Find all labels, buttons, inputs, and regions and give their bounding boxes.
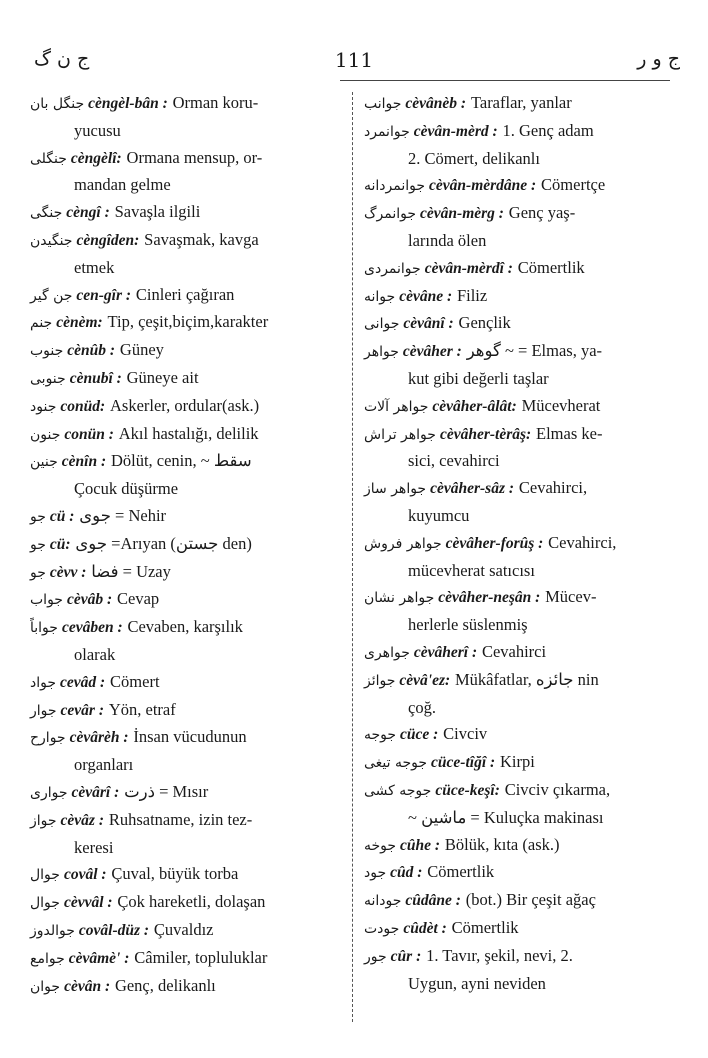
dictionary-entry [364,310,676,338]
dictionary-entry [364,118,676,173]
dictionary-entry [30,861,342,889]
definition-continuation: 2. Cömert, delikanlı [408,148,540,168]
definition: Civciv [443,724,488,744]
arabic-headword: جنون [30,426,61,443]
transliteration: cèvâher-neşân : [438,589,541,607]
transliteration: cèngîden: [76,231,140,249]
definition-continuation: ~ ماشین = Kuluçka makinası [408,807,604,827]
arabic-headword: جوالدوز [30,922,75,939]
arabic-headword: جوانمردانه [364,178,426,195]
transliteration: cèvânèb : [405,95,467,112]
transliteration: cènîn : [61,453,107,471]
definition: Cömertçe [541,175,606,195]
definition: Çuval, büyük torba [111,864,239,884]
arabic-headword: جواد [30,674,57,691]
definition: Yön, etraf [108,699,176,719]
transliteration: cèvâb : [66,591,113,609]
definition: ذرت = Mısır [124,781,209,801]
definition: Ruhsatname, izin tez- [108,809,253,829]
transliteration: cèvâher-tèrâş: [439,425,532,443]
transliteration: cèvân-mèrd : [413,122,498,140]
arabic-headword: جوانمرد [364,123,410,140]
dictionary-entry [30,199,342,227]
left-column [30,90,342,1000]
dictionary-entry [30,779,342,807]
definition-continuation: Uygun, ayni neviden [408,973,546,993]
definition: Taraflar, yanlar [470,93,572,112]
arabic-headword: جنم [30,315,53,332]
dictionary-entry [364,283,676,311]
arabic-headword: جوارح [30,730,66,747]
dictionary-entry [30,669,342,697]
transliteration: cèngèl-bân : [88,95,168,112]
definition: جوی = Nehir [79,505,167,525]
transliteration: cèvân-mèrdî : [424,259,513,277]
transliteration: cûd : [390,864,423,882]
arabic-headword: جواب [30,592,63,609]
definition-continuation: olarak [74,644,116,664]
transliteration: cûdèt : [403,919,447,937]
dictionary-entry [30,90,342,145]
dictionary-entry [364,943,676,998]
arabic-headword: جود [364,865,387,882]
transliteration: cûr : [390,947,422,965]
transliteration: cèvvâl : [63,894,113,912]
arabic-headword: جنین [30,454,58,471]
transliteration: cèvârî : [71,783,120,801]
transliteration: cevâben : [61,619,123,637]
arabic-headword: جوانمرگ [364,206,417,223]
arabic-headword: جنگلی [30,150,67,167]
definition: Çuvaldız [153,919,214,939]
definition: Mücev- [545,587,597,607]
dictionary-entry [364,777,676,832]
arabic-headword: جودت [364,920,400,937]
transliteration: cèvâher-sâz : [430,480,515,498]
arabic-headword: جنگی [30,205,63,222]
dictionary-entry [364,832,676,860]
definition-continuation: herlerle süslenmiş [408,615,528,635]
dictionary-entry [30,365,342,393]
dictionary-entry [30,531,342,559]
definition-continuation: yucusu [74,120,121,140]
arabic-headword: جواز [30,812,57,829]
arabic-headword: جواهر ساز [364,481,427,498]
definition: Cömertlik [517,257,585,277]
arabic-headword: جواباً [30,620,58,637]
definition: Cinleri çağıran [135,284,235,304]
arabic-headword: جنگل بان [30,96,85,112]
arabic-headword: جواهر آلات [364,398,429,415]
definition: Cevaben, karşılık [127,617,243,637]
transliteration: cèvâne : [399,287,453,305]
dictionary-entry [364,200,676,255]
definition: Askerler, ordular(ask.) [109,395,260,415]
definition: Gençlik [458,313,511,333]
arabic-headword: جوال [30,895,60,912]
arabic-headword: جنود [30,398,57,415]
transliteration: cèvâher : [402,343,462,361]
definition: 1. Genç adam [502,120,594,140]
dictionary-entry [30,337,342,365]
dictionary-entry [364,393,676,421]
dictionary-entry [30,227,342,282]
transliteration: cü : [49,507,75,525]
transliteration: cü: [49,535,71,553]
definition: Cömert [110,671,160,691]
definition: جوی =Arıyan (جستن den) [75,533,252,553]
arabic-headword: جواهر تراش [364,426,436,443]
arabic-headword: جو [30,564,46,581]
dictionary-entry [30,282,342,310]
dictionary-entry [30,448,342,503]
dictionary-entry [364,887,676,915]
definition-continuation: Çocuk düşürme [74,479,179,499]
arabic-headword: جنوب [30,343,64,360]
definition-continuation: etmek [74,257,115,277]
arabic-headword: جوانه [364,288,396,305]
definition: Cevahirci [481,641,547,661]
dictionary-entry [30,421,342,449]
arabic-headword: جو [30,536,46,553]
arabic-headword: جو [30,508,46,525]
dictionary-entry [364,90,676,118]
dictionary-entry [30,559,342,587]
arabic-headword: جوار [30,702,57,719]
transliteration: cèvân-mèrdâne : [429,177,537,195]
dictionary-entry [30,917,342,945]
definition: Genç, delikanlı [114,975,216,995]
transliteration: cèvâz : [60,811,105,829]
definition: Cömertlik [451,917,519,937]
definition: Cevap [116,589,160,609]
transliteration: cûhe : [400,836,441,854]
dictionary-entry [30,145,342,200]
arabic-headword: جنوبی [30,370,66,387]
dictionary-entry [364,639,676,667]
transliteration: cènèm: [56,314,103,332]
header-letters-left: ج ن گ [34,48,90,70]
header-rule [340,80,670,81]
arabic-headword: جوجه تیغی [364,755,428,772]
definition: Güneye ait [126,367,199,387]
definition: Cevahirci, [518,478,588,498]
definition: Tip, çeşit,biçim,karakter [107,312,269,332]
definition: Çok hareketli, dolaşan [117,892,266,912]
definition-continuation: kut gibi değerli taşlar [408,368,549,388]
header-letters-right: ج و ر [637,48,680,70]
definition-continuation: çoğ. [408,697,436,717]
arabic-headword: جوجه کشی [364,782,432,799]
dictionary-entry [364,667,676,722]
dictionary-entry [30,973,342,1001]
dictionary-entry [30,614,342,669]
definition: Genç yaş- [508,203,576,223]
arabic-headword: جوخه [364,837,397,854]
definition: Orman koru- [172,93,259,112]
dictionary-entry [364,172,676,200]
dictionary-entry [364,255,676,283]
dictionary-entry [30,393,342,421]
definition: Câmiler, topluluklar [134,947,268,967]
transliteration: cèvânî : [403,315,454,333]
definition-continuation: sici, cevahirci [408,451,500,471]
transliteration: cèvâherî : [413,643,478,661]
transliteration: cèvâher-forûş : [445,534,544,552]
definition-continuation: mücevherat satıcısı [408,560,535,580]
definition: Kirpi [500,752,535,772]
transliteration: covâl-düz : [78,921,150,939]
definition: Ormana mensup, or- [126,147,263,167]
dictionary-entry [364,915,676,943]
transliteration: cèvârèh : [69,729,129,747]
transliteration: cènûb : [67,342,116,360]
definition: Mücevherat [521,395,601,415]
definition-continuation: keresi [74,837,114,857]
arabic-headword: جواری [30,784,68,801]
definition: Bölük, kıta (ask.) [444,834,560,854]
transliteration: cevâd : [60,673,106,691]
definition: İnsan vücudunun [133,727,247,747]
definition: Savaşla ilgili [114,202,201,222]
arabic-headword: جوانی [364,316,400,333]
definition: فضا = Uzay [91,561,171,581]
arabic-headword: جواهری [364,644,410,661]
definition: گوهر ~ = Elmas, ya- [466,341,603,361]
definition: Dölüt, cenin, ~ سقط [110,451,252,471]
dictionary-entry [364,859,676,887]
column-divider [352,92,353,1022]
dictionary-entry [30,889,342,917]
dictionary-entry [30,503,342,531]
dictionary-entry [30,586,342,614]
dictionary-entry [364,338,676,393]
definition: (bot.) Bir çeşit ağaç [465,890,596,910]
transliteration: conüd: [60,397,106,415]
dictionary-entry [364,721,676,749]
page-number: 111 [334,48,374,72]
right-column [364,90,676,997]
dictionary-entry [364,749,676,777]
definition: Filiz [456,285,488,305]
definition: Akıl hastalığı, delilik [118,423,259,443]
dictionary-entry [364,475,676,530]
dictionary-entry [30,697,342,725]
arabic-headword: جوامع [30,950,65,967]
transliteration: cènubî : [69,369,122,387]
transliteration: conün : [64,425,114,443]
transliteration: cèvv : [49,563,87,581]
definition: Savaşmak, kavga [144,229,259,249]
definition: Elmas ke- [536,423,603,443]
definition-continuation: mandan gelme [74,175,171,195]
dictionary-entry [30,807,342,862]
transliteration: cèvân-mèrg : [420,205,504,223]
transliteration: cüce-keşî: [435,781,500,799]
arabic-headword: جوجه [364,727,397,744]
arabic-headword: جوائز [364,672,396,689]
definition: 1. Tavır, şekil, nevi, 2. [426,945,573,965]
transliteration: cüce-tîğî : [431,754,496,772]
transliteration: cevâr : [60,701,105,719]
arabic-headword: جواهر [364,344,399,361]
dictionary-entry [30,945,342,973]
transliteration: cèngèlî: [70,149,122,167]
definition: Cömertlik [427,862,495,882]
transliteration: cèvân : [64,977,111,995]
dictionary-entry [364,530,676,585]
definition: Mükâfatlar, جائزه nin [455,669,599,689]
definition-continuation: larında ölen [408,230,487,250]
arabic-headword: جوانمردی [364,260,421,277]
transliteration: cèngî : [66,204,110,222]
transliteration: cèvâher-âlât: [432,397,517,415]
dictionary-entry [364,584,676,639]
arabic-headword: جواهر فروش [364,535,442,552]
definition: Civciv çıkarma, [504,779,611,799]
arabic-headword: جنگیدن [30,232,73,249]
arabic-headword: جوانب [364,96,402,112]
arabic-headword: جور [364,948,387,965]
transliteration: covâl : [63,866,107,884]
definition-continuation: kuyumcu [408,505,470,525]
transliteration: cèvâmè' : [68,949,130,967]
dictionary-entry [30,309,342,337]
transliteration: cüce : [400,726,439,744]
transliteration: cûdâne : [405,892,461,910]
definition: Güney [119,340,164,360]
transliteration: cen-gîr : [76,286,132,304]
transliteration: cèvâ'ez: [399,671,451,689]
arabic-headword: جودانه [364,893,402,910]
dictionary-entry [364,421,676,476]
definition-continuation: organları [74,755,134,775]
arabic-headword: جن گیر [30,287,73,304]
definition: Cevahirci, [548,532,617,552]
dictionary-entry [30,724,342,779]
arabic-headword: جواهر نشان [364,590,435,607]
arabic-headword: جوال [30,867,60,884]
arabic-headword: جوان [30,978,61,995]
